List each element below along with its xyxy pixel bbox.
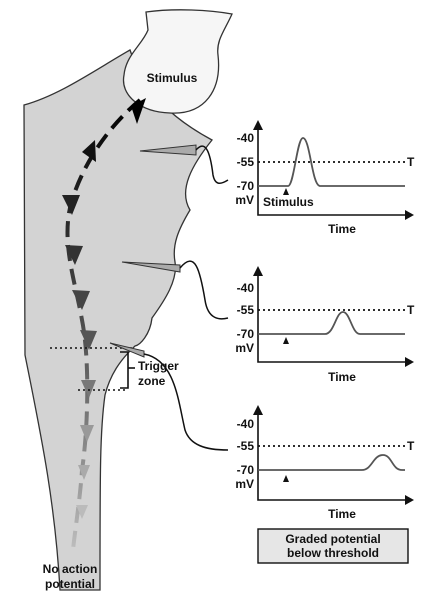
caption-line-1: Graded potential	[285, 532, 381, 546]
caption-box	[258, 529, 408, 563]
graph-2-ylabel: mV	[235, 341, 254, 355]
graph-1-y-arrow	[253, 120, 263, 130]
graph-1-stimulus-marker	[283, 188, 289, 195]
graph-1-tick-70: -70	[236, 179, 254, 193]
caption-line-2: below threshold	[286, 546, 380, 560]
graph-2-tick-70: -70	[236, 327, 254, 341]
graph-1-stimulus-label: Stimulus	[263, 195, 314, 209]
graph-3	[235, 405, 415, 521]
graph-3-threshold-label: T	[407, 439, 415, 453]
graph-1-tick-40: -40	[236, 131, 254, 145]
graph-2-trace	[258, 312, 405, 334]
stimulus-cell-label: Stimulus	[146, 71, 198, 85]
graph-3-y-arrow	[253, 405, 263, 415]
graph-1-tick-55: -55	[236, 155, 254, 169]
graph-3-xlabel: Time	[328, 507, 356, 521]
no-action-label-1: No action	[42, 562, 98, 576]
graph-1-x-arrow	[405, 210, 414, 220]
graph-3-trace	[258, 455, 405, 470]
graph-3-tick-70: -70	[236, 463, 254, 477]
graph-2-stimulus-marker	[283, 337, 289, 344]
graph-2-axes	[258, 273, 405, 362]
trigger-zone-label-2: zone	[138, 374, 166, 388]
graph-2-xlabel: Time	[328, 370, 356, 384]
graph-1	[235, 120, 415, 236]
graph-3-x-arrow	[405, 495, 414, 505]
graph-2-tick-55: -55	[236, 303, 254, 317]
neuron-cell-body	[24, 50, 212, 590]
graph-2-threshold-label: T	[407, 303, 415, 317]
trigger-zone-label-1: Trigger	[138, 359, 179, 373]
graph-1-ylabel: mV	[235, 193, 254, 207]
graph-2-x-arrow	[405, 357, 414, 367]
no-action-label-2: potential	[45, 577, 95, 591]
stimulus-cell	[123, 10, 232, 113]
graph-2-tick-40: -40	[236, 281, 254, 295]
graph-3-tick-55: -55	[236, 439, 254, 453]
graph-2	[235, 266, 415, 384]
graph-2-y-arrow	[253, 266, 263, 276]
graph-1-xlabel: Time	[328, 222, 356, 236]
graph-1-trace	[258, 138, 405, 186]
graph-3-stimulus-marker	[283, 475, 289, 482]
graph-1-threshold-label: T	[407, 155, 415, 169]
graph-3-tick-40: -40	[236, 417, 254, 431]
graph-3-axes	[258, 412, 405, 500]
graph-3-ylabel: mV	[235, 477, 254, 491]
